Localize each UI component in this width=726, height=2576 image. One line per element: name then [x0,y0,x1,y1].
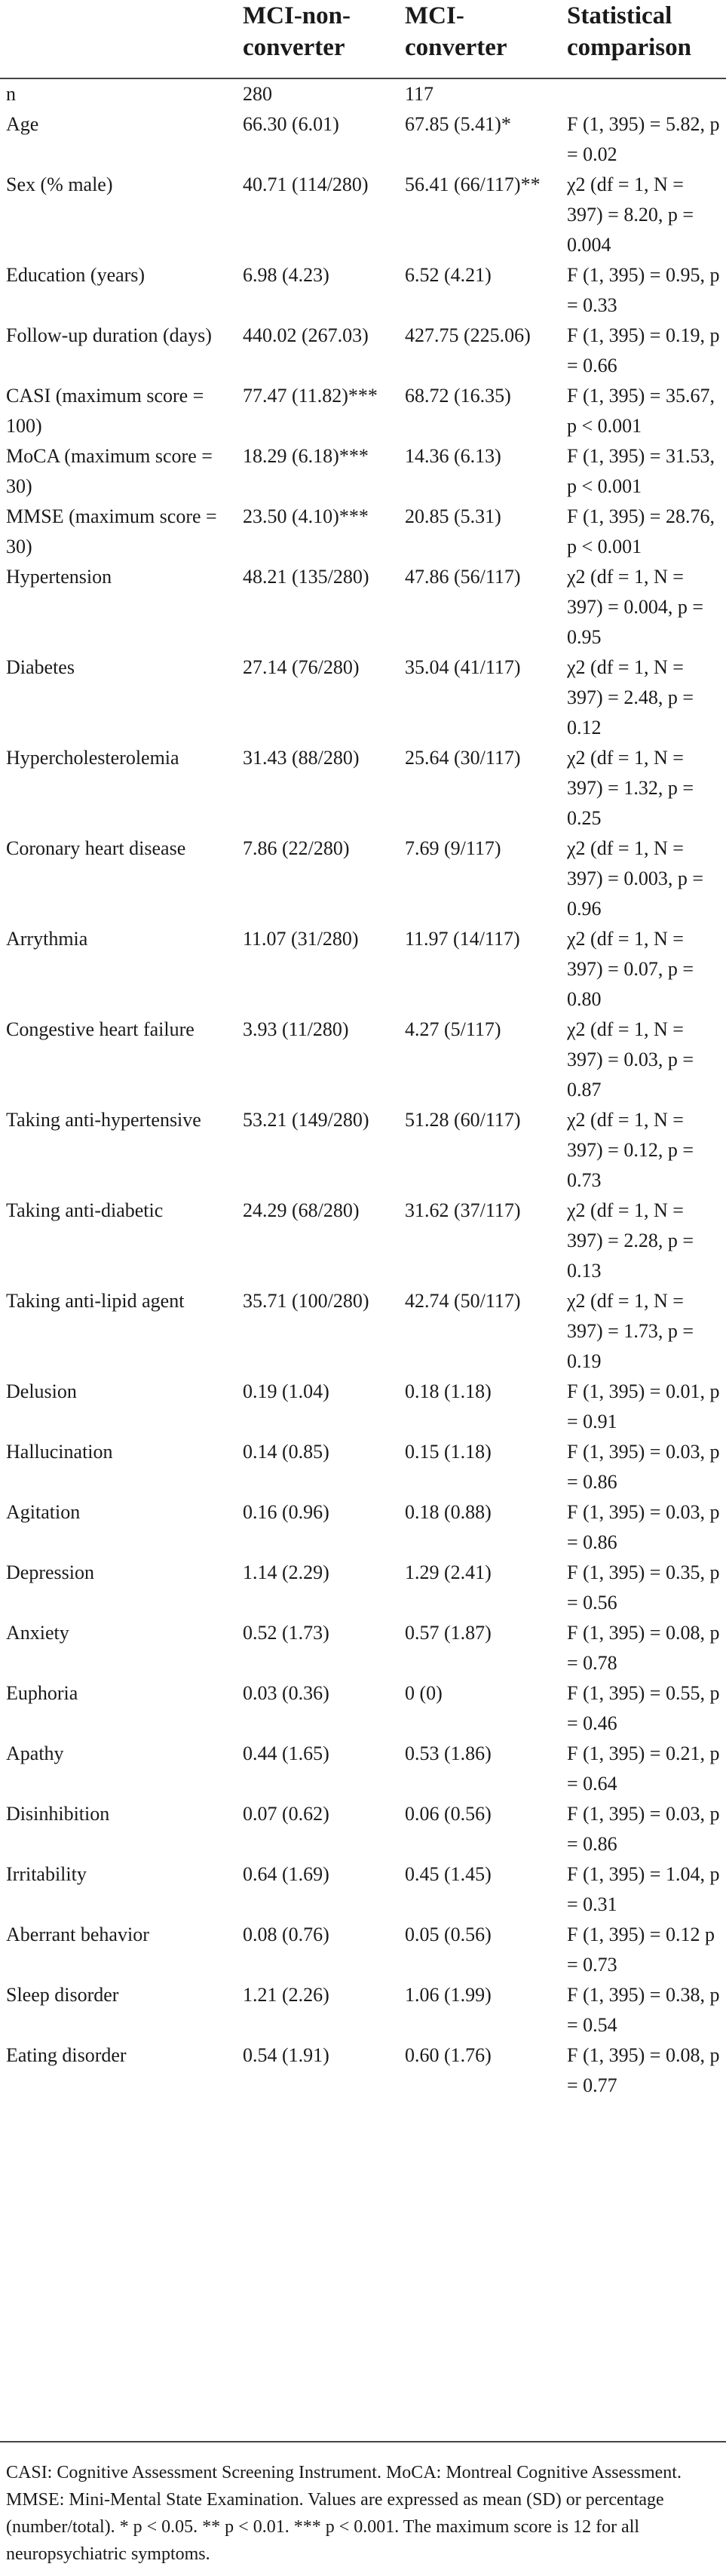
row-label: Education (years) [6,264,146,286]
non-converter-value: 1.21 (2.26) [243,1984,329,2006]
header-variable [0,0,237,78]
table-row [0,1859,726,1920]
row-label: Taking anti-diabetic [6,1199,164,1221]
converter-value: 427.75 (225.06) [405,324,531,346]
row-label: n [6,83,16,105]
table-row [0,260,726,321]
row-label: Apathy [6,1742,64,1764]
converter-value: 0.18 (1.18) [405,1380,492,1402]
non-converter-value: 27.14 (76/280) [243,656,360,678]
statistical-comparison-value: F (1, 395) = 0.19, p = 0.66 [567,324,720,376]
non-converter-value: 23.50 (4.10)*** [243,505,369,527]
table-footnote: CASI: Cognitive Assessment Screening Instrument. MoCA: Montreal Cognitive Assessment. MMSE: Mini-Mental State Examination. Values are expressed as mean (SD) or percentage (number/total). * p < 0.05. ** p < 0.01. *** p < 0.001. The maximum score is 12 for all neuropsychiatric symptoms. [0,2441,726,2568]
statistical-comparison-value: F (1, 395) = 0.55, p = 0.46 [567,1682,720,1734]
table-row [0,381,726,441]
converter-value: 47.86 (56/117) [405,566,521,588]
row-label: Hypertension [6,566,112,588]
converter-value: 0.57 (1.87) [405,1622,492,1644]
statistical-comparison-value: χ2 (df = 1, N = 397) = 0.12, p = 0.73 [567,1109,694,1191]
converter-value: 1.06 (1.99) [405,1984,492,2006]
converter-value: 67.85 (5.41)* [405,113,511,135]
non-converter-value: 0.54 (1.91) [243,2044,329,2066]
table-row [0,502,726,562]
row-label: Disinhibition [6,1803,110,1825]
row-label: Sex (% male) [6,173,113,195]
row-label: Agitation [6,1501,81,1523]
non-converter-value: 0.52 (1.73) [243,1622,329,1644]
table-row [0,834,726,924]
statistical-comparison-value: F (1, 395) = 0.35, p = 0.56 [567,1561,720,1613]
converter-value: 14.36 (6.13) [405,445,501,467]
converter-value: 35.04 (41/117) [405,656,521,678]
non-converter-value: 0.08 (0.76) [243,1924,329,1945]
statistical-comparison-value: χ2 (df = 1, N = 397) = 2.48, p = 0.12 [567,656,694,738]
row-label: MoCA (maximum score = 30) [6,445,213,497]
header-non-converter: MCI-non-converter [243,2,351,61]
converter-value: 20.85 (5.31) [405,505,501,527]
statistical-comparison-value: F (1, 395) = 0.21, p = 0.64 [567,1742,720,1795]
header-converter: MCI-converter [405,2,507,61]
statistical-comparison-value: χ2 (df = 1, N = 397) = 0.07, p = 0.80 [567,928,694,1010]
statistical-comparison-value: F (1, 395) = 1.04, p = 0.31 [567,1863,720,1915]
row-label: Delusion [6,1380,77,1402]
statistical-comparison-value: χ2 (df = 1, N = 397) = 1.32, p = 0.25 [567,747,694,829]
converter-value: 0.06 (0.56) [405,1803,492,1825]
converter-value: 0.18 (0.88) [405,1501,492,1523]
table-body [0,78,726,2101]
converter-value: 6.52 (4.21) [405,264,492,286]
non-converter-value: 0.44 (1.65) [243,1742,329,1764]
row-label: Age [6,113,39,135]
converter-value: 0.60 (1.76) [405,2044,492,2066]
table-row [0,743,726,834]
non-converter-value: 53.21 (149/280) [243,1109,369,1131]
non-converter-value: 0.64 (1.69) [243,1863,329,1885]
statistical-comparison-value: F (1, 395) = 0.08, p = 0.78 [567,1622,720,1674]
row-label: Aberrant behavior [6,1924,149,1945]
row-label: Follow-up duration (days) [6,324,212,346]
non-converter-value: 0.07 (0.62) [243,1803,329,1825]
statistical-comparison-value: F (1, 395) = 5.82, p = 0.02 [567,113,720,165]
statistical-comparison-value [561,79,726,109]
non-converter-value: 11.07 (31/280) [243,928,359,950]
statistical-comparison-value: χ2 (df = 1, N = 397) = 8.20, p = 0.004 [567,173,694,256]
converter-value: 1.29 (2.41) [405,1561,492,1583]
row-label: Congestive heart failure [6,1018,195,1040]
row-label: Irritability [6,1863,87,1885]
table-row [0,1437,726,1497]
converter-value: 42.74 (50/117) [405,1290,521,1312]
row-label: Arrythmia [6,928,88,950]
table-row [0,441,726,502]
statistical-comparison-value: χ2 (df = 1, N = 397) = 0.003, p = 0.96 [567,837,703,920]
non-converter-value: 7.86 (22/280) [243,837,350,859]
table-row [0,1497,726,1558]
non-converter-value: 24.29 (68/280) [243,1199,360,1221]
non-converter-value: 35.71 (100/280) [243,1290,369,1312]
converter-value: 31.62 (37/117) [405,1199,521,1221]
converter-value: 0.15 (1.18) [405,1441,492,1463]
table-row [0,1678,726,1739]
row-label: Euphoria [6,1682,78,1704]
non-converter-value: 77.47 (11.82)*** [243,385,378,407]
converter-value: 68.72 (16.35) [405,385,511,407]
non-converter-value: 0.03 (0.36) [243,1682,329,1704]
row-label: CASI (maximum score = 100) [6,385,204,437]
row-label: Eating disorder [6,2044,127,2066]
non-converter-value: 6.98 (4.23) [243,264,329,286]
table-row [0,1196,726,1286]
table-row [0,170,726,260]
statistical-comparison-value: F (1, 395) = 0.12 p = 0.73 [567,1924,715,1976]
converter-value: 4.27 (5/117) [405,1018,501,1040]
statistical-comparison-value: F (1, 395) = 0.08, p = 0.77 [567,2044,720,2096]
statistical-comparison-value: χ2 (df = 1, N = 397) = 1.73, p = 0.19 [567,1290,694,1372]
converter-value: 11.97 (14/117) [405,928,520,950]
row-label: Hallucination [6,1441,113,1463]
table-header [0,0,726,78]
non-converter-value: 66.30 (6.01) [243,113,339,135]
converter-value: 0 (0) [405,1682,443,1704]
non-converter-value: 0.14 (0.85) [243,1441,329,1463]
row-label: Anxiety [6,1622,69,1644]
statistical-comparison-value: F (1, 395) = 0.03, p = 0.86 [567,1501,720,1553]
non-converter-value: 3.93 (11/280) [243,1018,349,1040]
row-label: Diabetes [6,656,75,678]
converter-value: 0.05 (0.56) [405,1924,492,1945]
row-label: MMSE (maximum score = 30) [6,505,217,557]
converter-value: 25.64 (30/117) [405,747,521,769]
statistical-comparison-value: χ2 (df = 1, N = 397) = 0.004, p = 0.95 [567,566,703,648]
table-row [0,79,726,109]
table-row [0,1799,726,1859]
converter-value: 7.69 (9/117) [405,837,501,859]
row-label: Taking anti-hypertensive [6,1109,201,1131]
statistical-comparison-value: F (1, 395) = 35.67, p < 0.001 [567,385,715,437]
converter-value: 0.53 (1.86) [405,1742,492,1764]
table-row [0,1739,726,1799]
row-label: Depression [6,1561,94,1583]
table-row [0,1558,726,1618]
statistical-comparison-value: F (1, 395) = 0.03, p = 0.86 [567,1441,720,1493]
non-converter-value: 0.16 (0.96) [243,1501,329,1523]
header-statistical-comparison: Statistical comparison [567,2,691,61]
statistical-comparison-value: F (1, 395) = 31.53, p < 0.001 [567,445,715,497]
non-converter-value: 280 [243,83,272,105]
non-converter-value: 0.19 (1.04) [243,1380,329,1402]
table-row [0,1980,726,2040]
statistical-comparison-value: F (1, 395) = 0.38, p = 0.54 [567,1984,720,2036]
table-row [0,924,726,1015]
table-row [0,2040,726,2101]
row-label: Sleep disorder [6,1984,119,2006]
non-converter-value: 48.21 (135/280) [243,566,369,588]
non-converter-value: 40.71 (114/280) [243,173,369,195]
converter-value: 117 [405,83,434,105]
non-converter-value: 440.02 (267.03) [243,324,369,346]
table-row [0,562,726,652]
statistical-comparison-value: χ2 (df = 1, N = 397) = 2.28, p = 0.13 [567,1199,694,1282]
converter-value: 56.41 (66/117)** [405,173,541,195]
row-label: Coronary heart disease [6,837,186,859]
non-converter-value: 31.43 (88/280) [243,747,360,769]
statistical-comparison-value: F (1, 395) = 0.95, p = 0.33 [567,264,720,316]
table-row [0,1105,726,1196]
table-row [0,1618,726,1678]
table-row [0,109,726,170]
table-row [0,1286,726,1377]
statistical-comparison-value: F (1, 395) = 0.03, p = 0.86 [567,1803,720,1855]
table-row [0,1015,726,1105]
row-label: Hypercholesterolemia [6,747,179,769]
statistical-comparison-value: F (1, 395) = 28.76, p < 0.001 [567,505,715,557]
non-converter-value: 18.29 (6.18)*** [243,445,369,467]
table-row [0,321,726,381]
statistical-comparison-value: F (1, 395) = 0.01, p = 0.91 [567,1380,720,1432]
row-label: Taking anti-lipid agent [6,1290,185,1312]
table-row [0,1920,726,1980]
table-row [0,652,726,743]
statistical-comparison-value: χ2 (df = 1, N = 397) = 0.03, p = 0.87 [567,1018,694,1101]
converter-value: 0.45 (1.45) [405,1863,492,1885]
table-row [0,1377,726,1437]
converter-value: 51.28 (60/117) [405,1109,521,1131]
non-converter-value: 1.14 (2.29) [243,1561,329,1583]
